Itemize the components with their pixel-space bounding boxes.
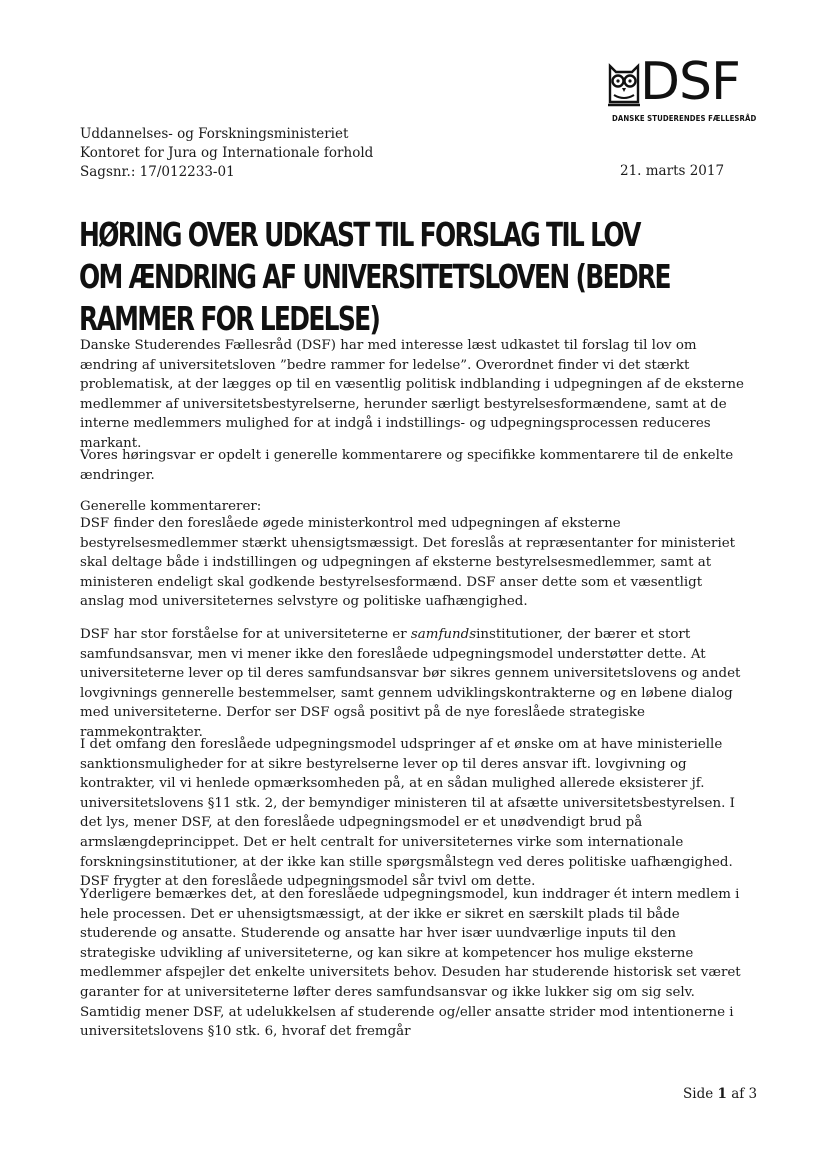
recipient-office: Kontoret for Jura og Internationale forhold: [80, 145, 374, 161]
letter-date: 21. marts 2017: [620, 163, 725, 179]
general-paragraph-2-start: DSF har stor forståelse for at universiteterne er: [80, 627, 411, 642]
page-current: 1: [717, 1086, 727, 1102]
page-total: af 3: [731, 1086, 758, 1102]
recipient-block: [80, 125, 373, 182]
owl-icon: [606, 62, 642, 108]
document-title: HØRING OVER UDKAST TIL FORSLAG TIL LOV OM ÆNDRING AF UNIVERSITETSLOVEN (BEDRE RAMMER FOR LEDELSE): [79, 215, 670, 338]
general-paragraph-3: I det omfang den foreslåede udpegningsmodel udspringer af et ønske om at have ministerielle sanktionsmuligheder for at sikre bestyrelserne lever op til deres ansvar ift. lovgivning og kontrakter, vil vi henlede opmærksomheden på, at en sådan mulighed allerede eksisterer jf. universitetslovens §11 stk. 2, der bemyndiger ministeren til at afsætte universitetsbestyrelsen. I det lys, mener DSF, at den foreslåede udpegningsmodel er et unødvendigt brud på armslængdeprincippet. Det er helt centralt for universiteternes virke som internationale forskningsinstitutioner, at der ikke kan stille spørgsmålstegn ved deres politiske uafhængighed. DSF frygter at den foreslåede udpegningsmodel sår tvivl om dette.: [80, 737, 735, 890]
general-paragraph-1: DSF finder den foreslåede øgede ministerkontrol med udpegningen af eksterne bestyrelsesmedlemmer stærkt uhensigtsmæssigt. Det foreslås at repræsentanter for ministeriet skal deltage både i indstillingen og udpegningen af eksterne bestyrelsesmedlemmer, samt at ministeren endeligt skal godkende bestyrelsesformænd. DSF anser dette som et væsentligt anslag mod universiteternes selvstyre og politiske uafhængighed.: [80, 516, 736, 610]
case-number: Sagsnr.: 17/012233-01: [80, 164, 235, 180]
intro-paragraph: Danske Studerendes Fællesråd (DSF) har med interesse læst udkastet til forslag til lov om ændring af universitetsloven ”bedre rammer for ledelse”. Overordnet finder vi det stærkt problematisk, at der lægges op til en væsentlig politisk indblanding i udpegningen af de eksterne medlemmer af universitetsbestyrelserne, herunder særligt bestyrelsesformændene, samt at de interne medlemmers mulighed for at indgå i indstillings- og udpegningsprocessen reduceres markant.: [80, 338, 744, 451]
logo-letters: DSF: [640, 52, 740, 112]
general-paragraph-2-end: institutioner, der bærer et stort samfundsansvar, men vi mener ikke den foreslåede udpegningsmodel understøtter dette. At universiteterne lever op til deres samfundsansvar bør sikres gennem universitetslovens og andet lovgivnings gennerelle bestemmelser, samt gennem udviklingskontrakterne og en løbene dialog med universiteterne. Derfor ser DSF også positivt på de nye foreslåede strategiske rammekontrakter.: [80, 627, 741, 740]
page-number: [683, 1086, 757, 1102]
page-prefix: Side: [683, 1086, 714, 1102]
general-paragraph-2: [80, 625, 750, 743]
section-heading: Generelle kommentarerer:: [80, 499, 262, 514]
general-paragraph-2-emphasis: samfunds: [410, 627, 477, 642]
general-paragraph-4: Yderligere bemærkes det, at den foreslåede udpegningsmodel, kun inddrager ét intern medlem i hele processen. Det er uhensigtsmæssigt, at der ikke er sikret en særskilt plads til både studerende og ansatte. Studerende og ansatte har hver især uundværlige inputs til den strategiske udvikling af universiteterne, og kan sikre at kompetencer hos mulige eksterne medlemmer afspejler det enkelte universitets behov. Desuden har studerende historisk set været garanter for at universiteterne løfter deres samfundsansvar og ikke lukker sig om sig selv. Samtidig mener DSF, at udelukkelsen af studerende og/eller ansatte strider mod intentionerne i universitetslovens §10 stk. 6, hvoraf det fremgår: [80, 887, 741, 1040]
structure-paragraph: Vores høringsvar er opdelt i generelle kommentarere og specifikke kommentarere til de enkelte ændringer.: [80, 448, 734, 483]
dsf-logo: [606, 52, 757, 126]
recipient-ministry: Uddannelses- og Forskningsministeriet: [80, 126, 349, 142]
logo-tagline: DANSKE STUDERENDES FÆLLESRÅD: [612, 113, 757, 123]
